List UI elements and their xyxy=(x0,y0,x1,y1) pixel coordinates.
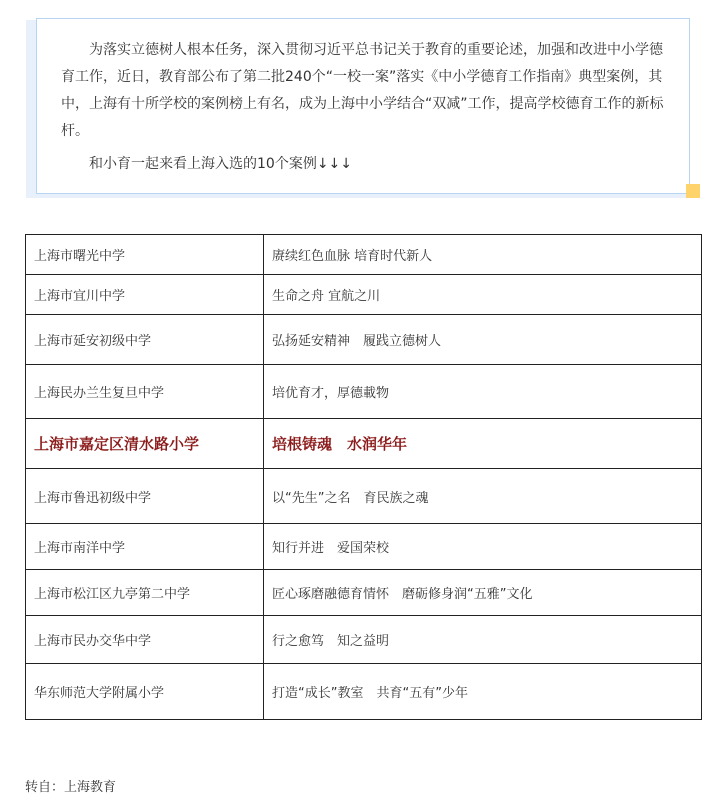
case-title-cell: 以“先生”之名 育民族之魂 xyxy=(264,469,702,524)
table-row xyxy=(26,664,702,720)
intro-paragraph-2: 和小育一起来看上海入选的10个案例↓↓↓ xyxy=(89,156,353,172)
intro-box xyxy=(36,18,690,194)
case-title-cell: 赓续红色血脉 培育时代新人 xyxy=(264,235,702,275)
intro-paragraph-1: 为落实立德树人根本任务，深入贯彻习近平总书记关于教育的重要论述，加强和改进中小学德育工作，近日，教育部公布了第二批240个“一校一案”落实《中小学德育工作指南》典型案例，其中，上海有十所学校的案例榜上有名，成为上海中小学结合“双减”工作，提高学校德育工作的新标杆。 xyxy=(61,42,664,139)
case-title-cell: 匠心琢磨融德育情怀 磨砺修身润“五雅”文化 xyxy=(264,570,702,616)
school-cell: 上海市嘉定区清水路小学 xyxy=(26,419,264,469)
corner-accent-square xyxy=(686,184,700,198)
school-cell: 上海民办兰生复旦中学 xyxy=(26,365,264,419)
intro-section xyxy=(26,12,700,200)
school-cell: 华东师范大学附属小学 xyxy=(26,664,264,720)
table-row xyxy=(26,315,702,365)
case-title-cell: 培根铸魂 水润华年 xyxy=(264,419,702,469)
table-row xyxy=(26,469,702,524)
table-row xyxy=(26,275,702,315)
school-cell: 上海市民办交华中学 xyxy=(26,616,264,664)
case-title-cell: 培优育才，厚德載物 xyxy=(264,365,702,419)
case-title-cell: 生命之舟 宜航之川 xyxy=(264,275,702,315)
school-cell: 上海市延安初级中学 xyxy=(26,315,264,365)
table-row xyxy=(26,365,702,419)
school-cell: 上海市宜川中学 xyxy=(26,275,264,315)
cases-table xyxy=(25,234,702,720)
source-note: 转自：上海教育 xyxy=(25,780,117,795)
table-row-highlighted xyxy=(26,419,702,469)
school-cell: 上海市曙光中学 xyxy=(26,235,264,275)
table-row xyxy=(26,616,702,664)
school-cell: 上海市松江区九亭第二中学 xyxy=(26,570,264,616)
table-row xyxy=(26,235,702,275)
school-cell: 上海市南洋中学 xyxy=(26,524,264,570)
school-cell: 上海市鲁迅初级中学 xyxy=(26,469,264,524)
case-title-cell: 知行并进 爱国荣校 xyxy=(264,524,702,570)
case-title-cell: 打造“成长”教室 共育“五有”少年 xyxy=(264,664,702,720)
table-row xyxy=(26,524,702,570)
case-title-cell: 弘扬延安精神 履践立德树人 xyxy=(264,315,702,365)
case-title-cell: 行之愈笃 知之益明 xyxy=(264,616,702,664)
table-row xyxy=(26,570,702,616)
